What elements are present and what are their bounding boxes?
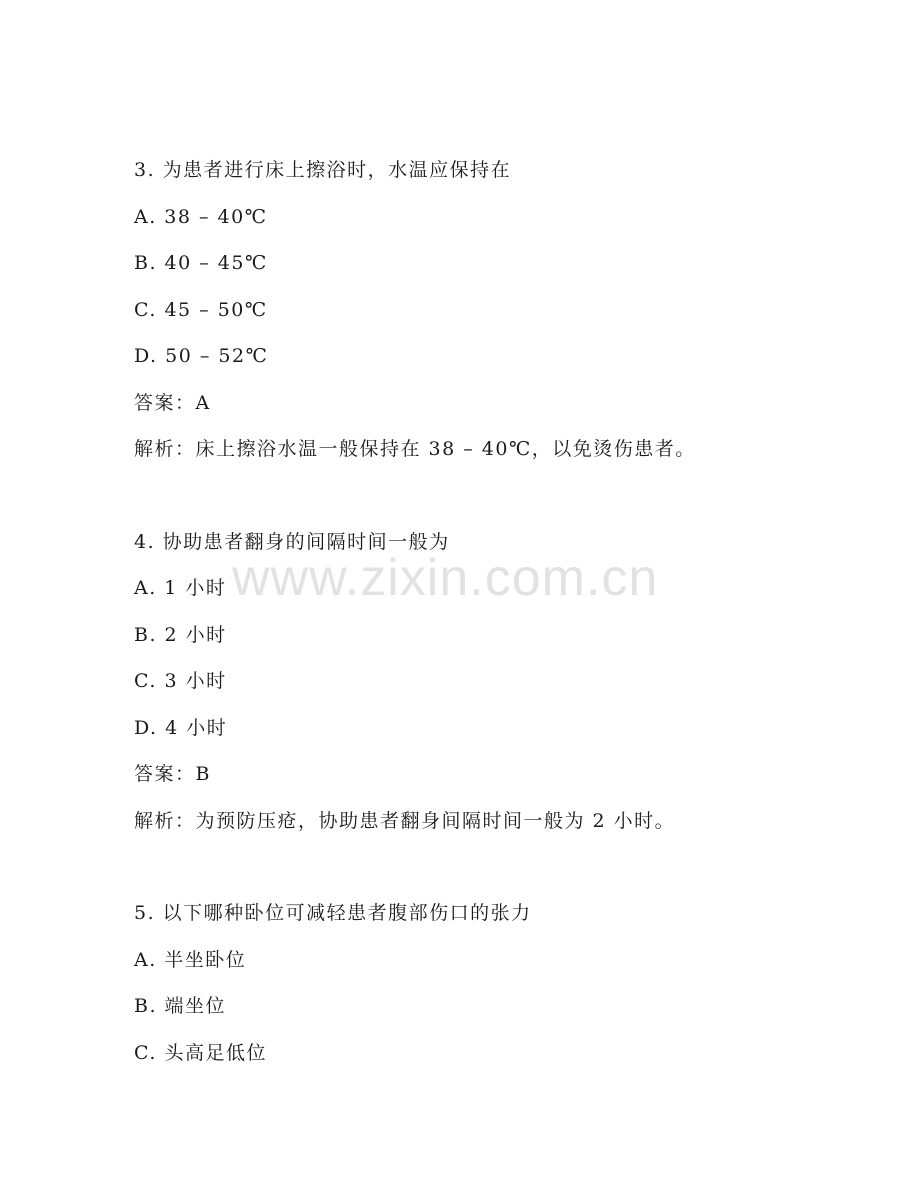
question-5-stem: 5. 以下哪种卧位可减轻患者腹部伤口的张力 [134, 902, 532, 924]
question-3-answer: 答案：A [134, 392, 211, 414]
question-3-option-c: C. 45 – 50℃ [134, 299, 268, 321]
question-3-stem: 3. 为患者进行床上擦浴时，水温应保持在 [134, 159, 512, 181]
watermark: www.zixin.com.cn [232, 549, 659, 607]
question-4-stem: 4. 协助患者翻身的间隔时间一般为 [134, 531, 450, 553]
question-5-option-a: A. 半坐卧位 [134, 949, 247, 971]
question-5-option-b: B. 端坐位 [134, 995, 227, 1017]
question-5-option-c: C. 头高足低位 [134, 1042, 267, 1064]
question-3-option-b: B. 40 – 45℃ [134, 252, 268, 274]
question-4-option-c: C. 3 小时 [134, 670, 227, 692]
question-3-analysis: 解析：床上擦浴水温一般保持在 38 – 40℃，以免烫伤患者。 [134, 438, 696, 460]
question-4-option-a: A. 1 小时 [134, 577, 227, 599]
question-4-option-b: B. 2 小时 [134, 624, 227, 646]
question-4-option-d: D. 4 小时 [134, 717, 228, 739]
question-3-option-d: D. 50 – 52℃ [134, 345, 269, 367]
question-4-answer: 答案：B [134, 763, 211, 785]
question-4-analysis: 解析：为预防压疮，协助患者翻身间隔时间一般为 2 小时。 [134, 810, 676, 832]
question-3-option-a: A. 38 – 40℃ [134, 206, 268, 228]
